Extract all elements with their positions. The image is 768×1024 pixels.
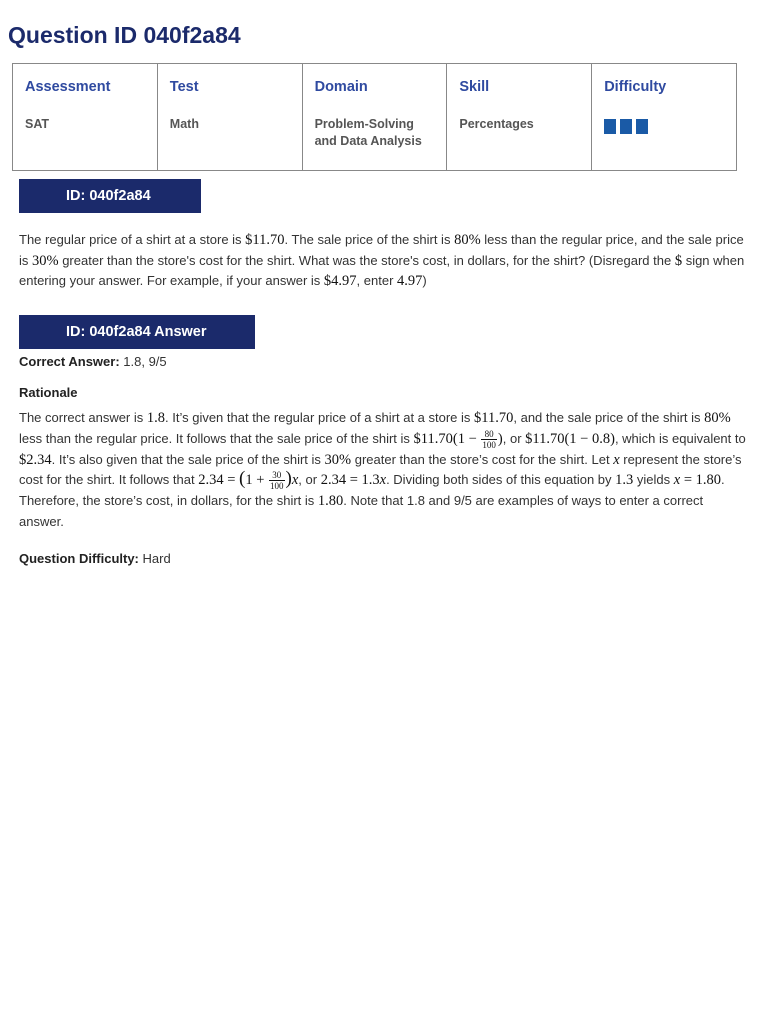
difficulty-bar <box>620 119 632 134</box>
math-expression: 2.34 = 1.3x <box>320 472 387 489</box>
correct-answer-value: 1.8, 9/5 <box>119 354 167 369</box>
domain-header: Domain <box>314 79 368 95</box>
math-expression: 30% <box>32 252 59 269</box>
correct-answer-label: Correct Answer: <box>19 354 120 369</box>
math-expression: $ <box>674 252 683 269</box>
difficulty-header: Difficulty <box>604 79 667 95</box>
math-expression: $11.70 <box>474 410 514 426</box>
skill-header: Skill <box>459 79 490 95</box>
rationale-heading: Rationale <box>19 385 78 400</box>
assessment-header: Assessment <box>25 79 111 95</box>
math-expression: 30% <box>324 451 352 468</box>
math-expression: 1.3 <box>615 472 634 489</box>
domain-value-line2: and Data Analysis <box>314 134 422 148</box>
correct-answer-line <box>19 352 749 373</box>
question-text <box>19 230 749 292</box>
math-expression: 4.97 <box>397 273 423 289</box>
fraction: $\frac{80}{100}$ <box>482 428 496 450</box>
rationale-text <box>19 408 749 532</box>
domain-value <box>315 116 435 150</box>
difficulty-bar <box>636 119 648 134</box>
question-paragraph: The regular price of a shirt at a store is $11.70. The sale price of the shirt is 80% less than the regular price, and the sale price is 30% greater than the store's cost for the shirt. What was the store's cost, in dollars, for the shirt? (Disregard the $ sign when entering your answer. For example, if your answer is $4.97, enter 4.97) <box>19 232 745 289</box>
rationale-paragraph: The correct answer is 1.8. It’s given that the regular price of a shirt at a store is $11.70, and the sale price of the shirt is 80% less than the regular price. It follows that the sale price of the shirt is $11.70(1 − $\frac{80}{100}$ ), or $11.70(1 − 0.8), which is equivalent to $2.34. It’s also given that the sale price of the shirt is 30% greater than the store’s cost for the shirt. Let x represent the store’s cost for the shirt. It follows that 2.34 = (1 + $\frac{30}{100}$ )x, or 2.34 = 1.3x. Dividing both sides of this equation by 1.3 yields x = 1.80. Therefore, the store’s cost, in dollars, for the shirt is 1.80. Note that 1.8 and 9/5 are examples of ways to enter a correct answer. <box>19 410 746 529</box>
test-header: Test <box>169 79 199 95</box>
skill-cell <box>447 64 592 171</box>
math-expression: 1.8 <box>146 410 165 426</box>
skill-value: Percentages <box>459 117 534 131</box>
assessment-value: SAT <box>25 117 50 131</box>
difficulty-bar <box>604 119 616 134</box>
math-expression: $2.34 <box>19 451 52 468</box>
math-expression: 2.34 = (1 + $\frac{30}{100}$ )x <box>198 468 299 492</box>
math-expression: 80% <box>704 410 731 426</box>
domain-cell <box>302 64 447 171</box>
question-difficulty-line <box>19 549 749 570</box>
test-value: Math <box>169 117 199 131</box>
page-title: Question ID 040f2a84 <box>8 22 241 48</box>
question-id-banner: ID: 040f2a84 <box>19 179 201 213</box>
assessment-cell <box>13 64 158 171</box>
math-variable: x <box>613 451 620 468</box>
question-metadata-table <box>12 63 737 171</box>
math-expression: x = 1.80 <box>673 472 721 489</box>
test-cell <box>157 64 302 171</box>
difficulty-cell <box>592 64 737 171</box>
math-expression: 1.80 <box>317 493 344 510</box>
difficulty-value: Hard <box>138 551 171 566</box>
math-expression: $11.70(1 − 0.8) <box>525 430 615 447</box>
fraction: $\frac{30}{100}$ <box>270 470 284 492</box>
answer-id-banner: ID: 040f2a84 Answer <box>19 315 255 349</box>
difficulty-label: Question Difficulty: <box>19 551 139 566</box>
difficulty-level-indicator <box>604 119 724 134</box>
math-expression: $11.70(1 − $\frac{80}{100}$ ) <box>413 428 503 450</box>
math-expression: 80% <box>454 232 481 248</box>
math-expression: $11.70 <box>245 232 285 248</box>
math-expression: $4.97 <box>323 273 357 289</box>
domain-value-line1: Problem-Solving <box>314 117 414 131</box>
